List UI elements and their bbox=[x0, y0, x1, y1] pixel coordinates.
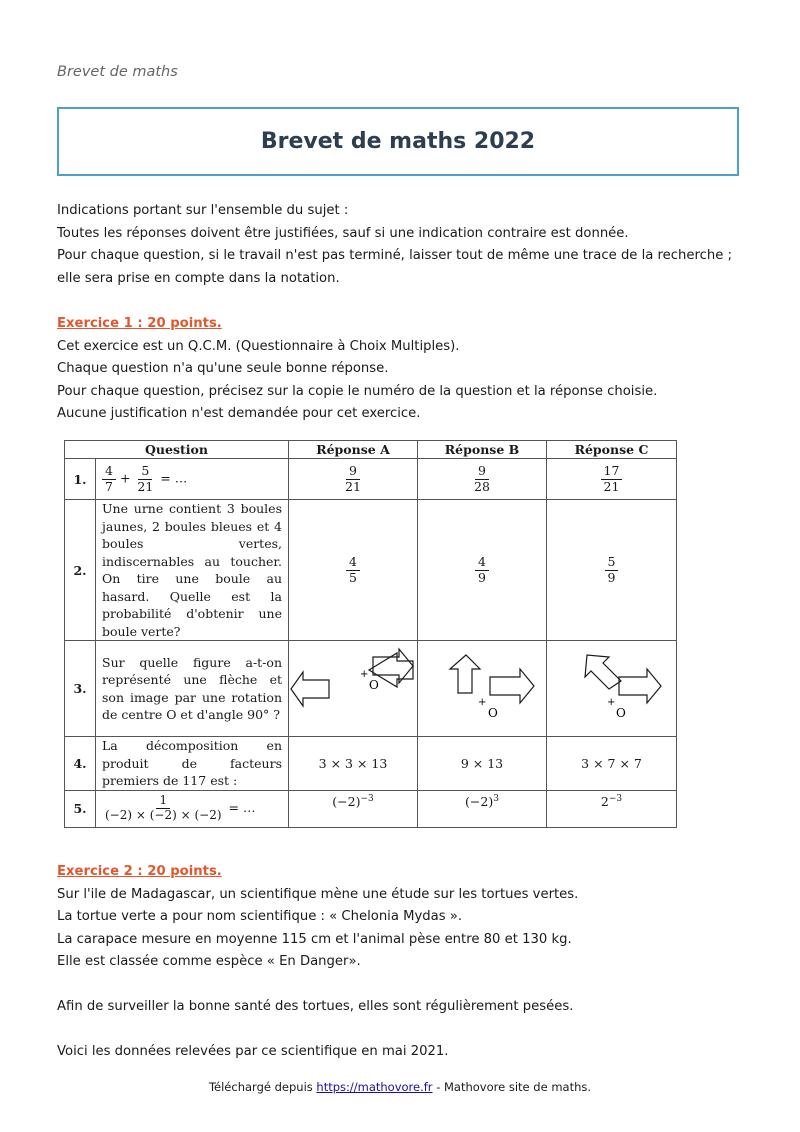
header-question: Question bbox=[65, 441, 289, 459]
exercise2-line: Afin de surveiller la bonne santé des tortues, elles sont régulièrement pesées. bbox=[57, 999, 574, 1014]
fraction: $\frac{4}{7}$ bbox=[102, 464, 116, 494]
header-label: Brevet de maths bbox=[57, 64, 178, 80]
svg-text:O: O bbox=[488, 706, 498, 720]
question-number: 4. bbox=[65, 737, 96, 791]
footer-prefix: Téléchargé depuis bbox=[208, 1080, 313, 1094]
question-number: 2. bbox=[65, 500, 96, 641]
fraction: $\frac{1}{(-2) \times (-2) \times (-2)}$ bbox=[105, 793, 222, 822]
fraction: $\frac{5}{21}$ bbox=[137, 463, 154, 494]
exercise1-block bbox=[57, 313, 747, 426]
svg-text:+: + bbox=[360, 669, 369, 680]
footer bbox=[0, 1080, 800, 1094]
header-answer-a: Réponse A bbox=[289, 441, 418, 459]
answer-a bbox=[289, 641, 418, 737]
question-5-cell: $\frac{1}{(-2) \times (-2) \times (-2)}$ = … bbox=[96, 790, 289, 827]
question-1-cell: $\frac{4}{7}$ + $\frac{5}{21}$ = … bbox=[96, 459, 289, 500]
exercise2-block bbox=[57, 861, 747, 1064]
answer-c: $\frac{17}{21}$ bbox=[547, 459, 677, 500]
question-3-text: Sur quelle figure a-t-on représenté une flèche et son image par une rotation de centre O et d'angle 90° ? bbox=[96, 641, 289, 737]
answer-c bbox=[547, 641, 677, 737]
rotation-figure-a bbox=[289, 641, 417, 733]
answer-c: 3 × 7 × 7 bbox=[547, 737, 677, 791]
answer-b bbox=[418, 641, 547, 737]
question-number: 1. bbox=[65, 459, 96, 500]
svg-text:O: O bbox=[616, 706, 626, 720]
exercise2-line: La tortue verte a pour nom scientifique : « Chelonia Mydas ». bbox=[57, 909, 463, 924]
intro-line: Indications portant sur l'ensemble du sujet : bbox=[57, 203, 349, 218]
rotation-figure-b bbox=[418, 641, 546, 733]
header-answer-c: Réponse C bbox=[547, 441, 677, 459]
footer-link[interactable]: https://mathovore.fr bbox=[316, 1080, 433, 1094]
answer-a: $(-2)^{-3}$ bbox=[289, 790, 418, 827]
question-2-text: Une urne contient 3 boules jaunes, 2 boules bleues et 4 boules vertes, indiscernables au toucher. On tire une boule au hasard. Quelle est la probabilité d'obtenir une boule verte? bbox=[96, 500, 289, 641]
header-answer-b: Réponse B bbox=[418, 441, 547, 459]
answer-a: $\frac{9}{21}$ bbox=[289, 459, 418, 500]
exercise2-line: Voici les données relevées par ce scientifique en mai 2021. bbox=[57, 1044, 449, 1059]
exercise1-line: Aucune justification n'est demandée pour cet exercice. bbox=[57, 406, 421, 421]
question-number: 5. bbox=[65, 790, 96, 827]
qcm-table bbox=[64, 440, 677, 828]
exercise1-line: Pour chaque question, précisez sur la copie le numéro de la question et la réponse choisie. bbox=[57, 383, 658, 399]
exercise2-line: Elle est classée comme espèce « En Danger». bbox=[57, 954, 361, 969]
table-header-row bbox=[65, 441, 677, 459]
answer-b: $\frac{4}{9}$ bbox=[418, 500, 547, 641]
intro-line: Toutes les réponses doivent être justifiées, sauf si une indication contraire est donnée. bbox=[57, 225, 629, 241]
exercise2-line: Sur l'ile de Madagascar, un scientifique mène une étude sur les tortues vertes. bbox=[57, 886, 579, 902]
question-number: 3. bbox=[65, 641, 96, 737]
intro-line: Pour chaque question, si le travail n'est pas terminé, laisser tout de même une trace de la recherche ; elle sera prise en compte dans la notation. bbox=[57, 248, 733, 286]
title-box bbox=[57, 107, 739, 176]
svg-text:+: + bbox=[478, 697, 487, 708]
question-4-text: La décomposition en produit de facteurs premiers de 117 est : bbox=[96, 737, 289, 791]
exercise1-line: Chaque question n'a qu'une seule bonne réponse. bbox=[57, 361, 389, 376]
table-row bbox=[65, 641, 677, 737]
table-row bbox=[65, 500, 677, 641]
table-row bbox=[65, 737, 677, 791]
svg-text:+: + bbox=[607, 697, 616, 708]
answer-b: $(-2)^3$ bbox=[418, 790, 547, 827]
svg-text:O: O bbox=[369, 678, 379, 692]
answer-b: 9 × 13 bbox=[418, 737, 547, 791]
answer-c: $\frac{5}{9}$ bbox=[547, 500, 677, 641]
answer-c: $2^{-3}$ bbox=[547, 790, 677, 827]
answer-a: $\frac{4}{5}$ bbox=[289, 500, 418, 641]
footer-suffix: - Mathovore site de maths. bbox=[436, 1080, 592, 1094]
rotation-figure-c bbox=[547, 641, 676, 733]
intro-block bbox=[57, 200, 747, 290]
exercise1-title: Exercice 1 : 20 points. bbox=[57, 316, 222, 331]
table-row bbox=[65, 790, 677, 827]
page-title: Brevet de maths 2022 bbox=[260, 129, 536, 154]
table-row bbox=[65, 459, 677, 500]
exercise2-title: Exercice 2 : 20 points. bbox=[57, 864, 222, 879]
answer-b: $\frac{9}{28}$ bbox=[418, 459, 547, 500]
exercise2-line: La carapace mesure en moyenne 115 cm et l'animal pèse entre 80 et 130 kg. bbox=[57, 931, 572, 947]
answer-a: 3 × 3 × 13 bbox=[289, 737, 418, 791]
exercise1-line: Cet exercice est un Q.C.M. (Questionnaire à Choix Multiples). bbox=[57, 338, 460, 354]
